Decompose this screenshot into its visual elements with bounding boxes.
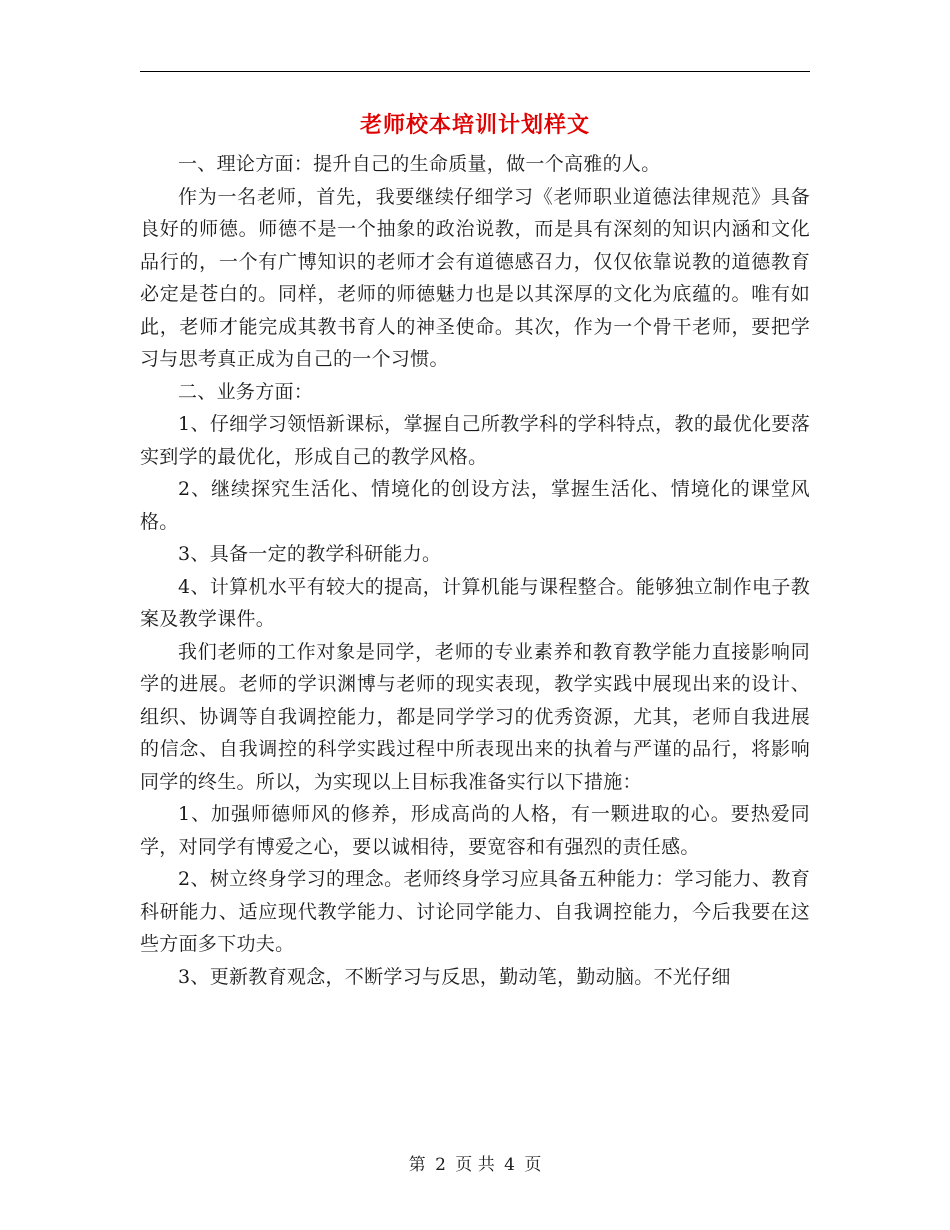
paragraph-students-influence: 我们老师的工作对象是同学，老师的专业素养和教育教学能力直接影响同学的进展。老师的学识渊博与老师的现实表现，教学实践中展现出来的设计、组织、协调等自我调控能力，都是同学学习的优秀资源，尤其，老师自我进展的信念、自我调控的科学实践过程中所表现出来的执着与严谨的品行，将影响同学的终生。所以，为实现以上目标我准备实行以下措施： — [140, 640, 810, 793]
document-body — [140, 148, 810, 993]
paragraph-teacher-ethics: 作为一名老师，首先，我要继续仔细学习《老师职业道德法律规范》具备良好的师德。师德不是一个抽象的政治说教，而是具有深刻的知识内涵和文化品行的，一个有广博知识的老师才会有道德感召力，仅仅依靠说教的道德教育必定是苍白的。同样，老师的师德魅力也是以其深厚的文化为底蕴的。唯有如此，老师才能完成其教书育人的神圣使命。其次，作为一个骨干老师，要把学习与思考真正成为自己的一个习惯。 — [140, 185, 810, 370]
paragraph-business-item-1: 1、仔细学习领悟新课标，掌握自己所教学科的学科特点，教的最优化要落实到学的最优化，形成自己的教学风格。 — [140, 413, 810, 468]
header-rule — [140, 71, 810, 72]
paragraph-business-heading: 二、业务方面： — [178, 380, 314, 403]
paragraph-measure-2: 2、树立终身学习的理念。老师终身学习应具备五种能力：学习能力、教育科研能力、适应现代教学能力、讨论同学能力、自我调控能力，今后我要在这些方面多下功夫。 — [140, 868, 810, 955]
document-title: 老师校本培训计划样文 — [359, 112, 590, 138]
footer-middle: 页 共 — [455, 1155, 495, 1175]
paragraph-business-item-2: 2、继续探究生活化、情境化的创设方法，掌握生活化、情境化的课堂风格。 — [140, 478, 810, 533]
paragraph-theory-heading: 一、理论方面：提升自己的生命质量，做一个高雅的人。 — [178, 153, 661, 175]
page-footer — [140, 1153, 810, 1177]
paragraph-measure-1: 1、加强师德师风的修养，形成高尚的人格，有一颗进取的心。要热爱同学，对同学有博爱之心，要以诚相待，要宽容和有强烈的责任感。 — [140, 803, 810, 858]
footer-page-number: 2 — [435, 1155, 446, 1175]
paragraph-measure-3: 3、更新教育观念，不断学习与反思，勤动笔，勤动脑。不光仔细 — [178, 965, 731, 988]
footer-total-pages: 4 — [504, 1155, 515, 1175]
footer-prefix: 第 — [408, 1155, 426, 1175]
paragraph-business-item-3: 3、具备一定的教学科研能力。 — [178, 543, 442, 565]
footer-suffix: 页 — [524, 1155, 542, 1175]
paragraph-business-item-4: 4、计算机水平有较大的提高，计算机能与课程整合。能够独立制作电子教案及教学课件。 — [140, 575, 810, 630]
